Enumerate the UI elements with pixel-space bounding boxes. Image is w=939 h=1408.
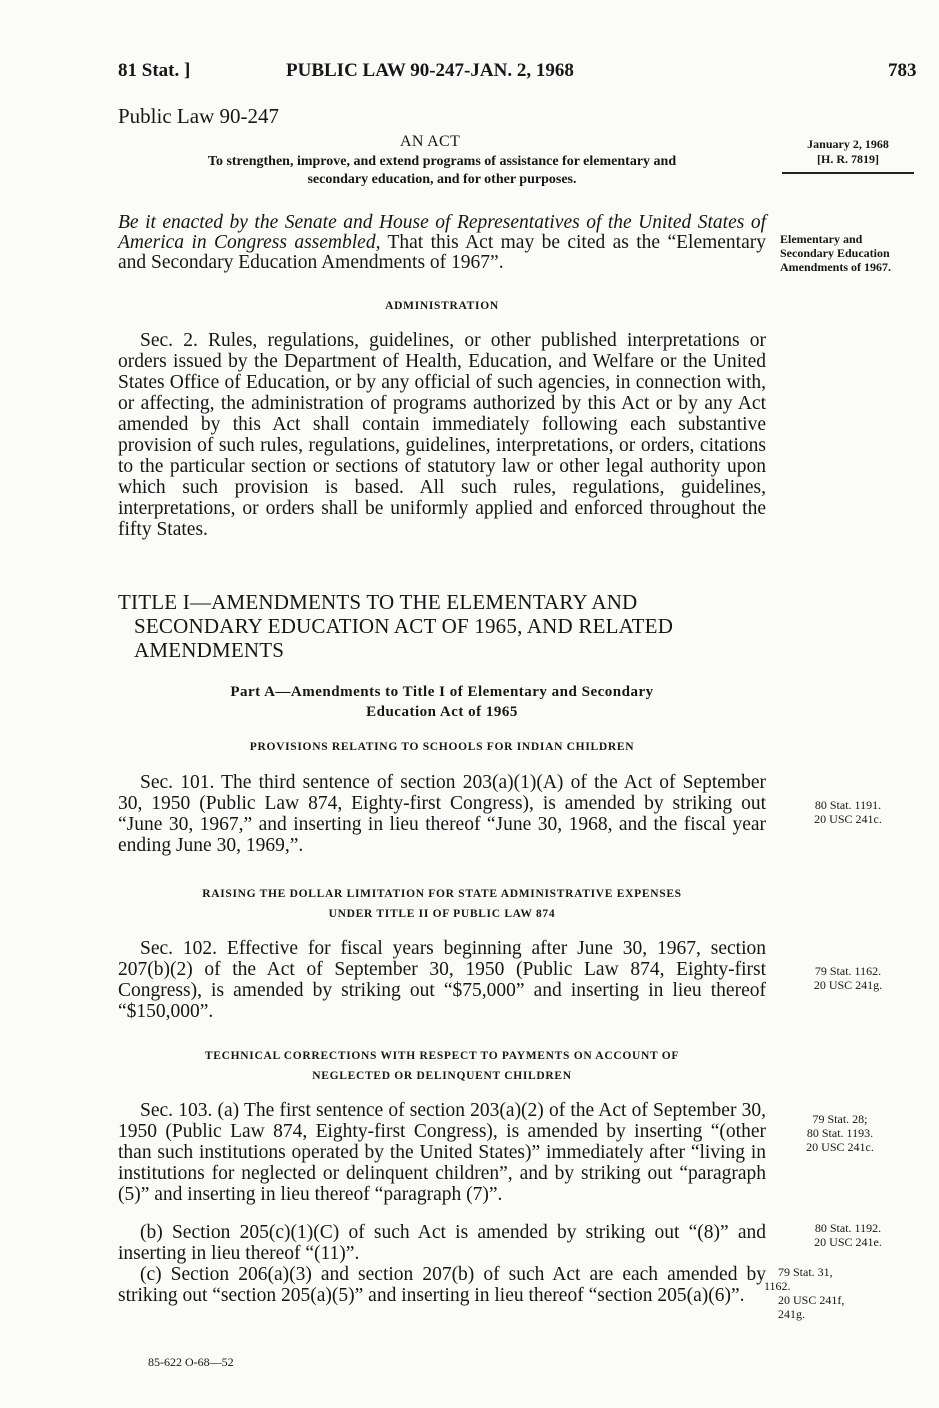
section-103b-text: (b) Section 205(c)(1)(C) of such Act is amended by striking out “(8)” and inserting in lieu thereof “(11)”. <box>118 1222 766 1264</box>
sidenote-103c-line-3: 20 USC 241f, <box>778 1293 845 1307</box>
raising-heading-line-2: UNDER TITLE II OF PUBLIC LAW 874 <box>328 908 556 920</box>
act-purpose <box>118 153 766 189</box>
sidenote-103a-line-1: 79 Stat. 28; <box>812 1112 868 1126</box>
sidenote-103b-line-1: 80 Stat. 1192. <box>814 1221 882 1235</box>
sidenote-103b <box>778 1221 918 1249</box>
page-number: 783 <box>888 60 917 81</box>
title-1-line-2: SECONDARY EDUCATION ACT OF 1965, AND RELATED <box>134 614 674 638</box>
technical-heading-line-2: NEGLECTED OR DELINQUENT CHILDREN <box>312 1070 572 1082</box>
sidenote-101-line-1: 80 Stat. 1191. <box>814 798 882 812</box>
sidenote-102-line-2: 20 USC 241g. <box>813 978 883 992</box>
section-102-text: Sec. 102. Effective for fiscal years beginning after June 30, 1967, section 207(b)(2) of the Act of September 30, 1950 (Public Law 874, Eighty-first Congress), is amended by striking out “$75,000” and inserting in lieu thereof “$150,000”. <box>118 938 766 1022</box>
admin-heading: ADMINISTRATION <box>385 300 499 312</box>
sidenote-103a-line-2: 80 Stat. 1193. <box>806 1126 874 1140</box>
sidenote-bill-number: [H. R. 7819] <box>817 152 879 166</box>
title-1-heading <box>118 590 766 662</box>
sidenote-divider <box>782 172 914 174</box>
title-1-line-1: TITLE I—AMENDMENTS TO THE ELEMENTARY AND <box>118 590 638 614</box>
sidenote-103b-line-2: 20 USC 241e. <box>814 1235 882 1249</box>
public-law-title: Public Law 90-247 <box>118 104 279 128</box>
sidenote-102 <box>778 964 918 992</box>
section-103a-text: Sec. 103. (a) The first sentence of section 203(a)(2) of the Act of September 30, 1950 (Public Law 874, Eighty-first Congress), is amended by inserting “(other than such institutions operated by the United States)” immediately after “living in institutions for neglected or delinquent children”, and by striking out “paragraph (5)” and inserting in lieu thereof “paragraph (7)”. <box>118 1100 766 1205</box>
section-101-text: Sec. 101. The third sentence of section 203(a)(1)(A) of the Act of September 30, 1950 (Public Law 874, Eighty-first Congress), is amended by striking out “June 30, 1967,” and inserting in lieu thereof “June 30, 1968, and the fiscal year ending June 30, 1969,”. <box>118 772 766 856</box>
sidenote-date <box>783 137 913 167</box>
sidenote-103c-line-4: 241g. <box>778 1307 805 1321</box>
sidenote-date-text: January 2, 1968 <box>807 137 889 151</box>
sidenote-101 <box>778 798 918 826</box>
sidenote-101-line-2: 20 USC 241c. <box>814 812 882 826</box>
part-a-line-2: Education Act of 1965 <box>366 704 518 720</box>
enacting-italic: Be it enacted by the Senate and House of Representatives of the United States of America in Congress assembled, <box>118 212 766 253</box>
enacting-rest: That this Act may be cited as the “Elementary and Secondary Education Amendments of 1967”. <box>118 232 767 273</box>
sidenote-short-title: Elementary and Secondary Education Amendments of 1967. <box>780 232 891 274</box>
part-a-line-1: Part A—Amendments to Title I of Elementary and Secondary <box>230 684 654 700</box>
sidenote-103a-line-3: 20 USC 241c. <box>806 1140 874 1154</box>
technical-heading-line-1: TECHNICAL CORRECTIONS WITH RESPECT TO PAYMENTS ON ACCOUNT OF <box>204 1050 680 1062</box>
purpose-line-2: secondary education, and for other purposes. <box>307 172 577 187</box>
sidenote-103a <box>770 1112 910 1154</box>
sidenote-103c-line-1: 79 Stat. 31, <box>778 1265 833 1279</box>
sidenote-103c <box>764 1265 884 1321</box>
sidenote-103c-line-2: 1162. <box>764 1279 791 1293</box>
header-stat-volume: 81 Stat. ] <box>118 60 191 81</box>
section-103c-text: (c) Section 206(a)(3) and section 207(b) of such Act are each amended by striking out “section 205(a)(5)” and inserting in lieu thereof “section 205(a)(6)”. <box>118 1264 766 1306</box>
purpose-line-1: To strengthen, improve, and extend programs of assistance for elementary and <box>207 154 677 169</box>
part-a-heading <box>118 682 766 722</box>
header-law-title: PUBLIC LAW 90-247-JAN. 2, 1968 <box>286 60 574 81</box>
enacting-clause <box>118 213 766 273</box>
print-code-footer: 85-622 O-68—52 <box>148 1355 234 1369</box>
act-label: AN ACT <box>400 133 461 150</box>
raising-limitation-heading <box>118 884 766 924</box>
raising-heading-line-1: RAISING THE DOLLAR LIMITATION FOR STATE ADMINISTRATIVE EXPENSES <box>202 888 682 900</box>
sidenote-102-line-1: 79 Stat. 1162. <box>814 964 882 978</box>
technical-corrections-heading <box>118 1046 766 1086</box>
title-1-line-3: AMENDMENTS <box>134 638 285 662</box>
section-2-text: Sec. 2. Rules, regulations, guidelines, or other published interpretations or orders issued by the Department of Health, Education, and Welfare or the United States Office of Education, or by any official of such agencies, in connection with, or affecting, the administration of programs authorized by this Act or by any Act amended by this Act shall contain immediately following each substantive provision of such rules, regulations, guidelines, interpretations, or orders, citations to the particular section or sections of statutory law or other legal authority upon which such provision is based. All such rules, regulations, guidelines, interpretations, or orders shall be uniformly applied and enforced throughout the fifty States. <box>118 330 766 540</box>
provisions-heading: PROVISIONS RELATING TO SCHOOLS FOR INDIAN CHILDREN <box>249 741 635 753</box>
